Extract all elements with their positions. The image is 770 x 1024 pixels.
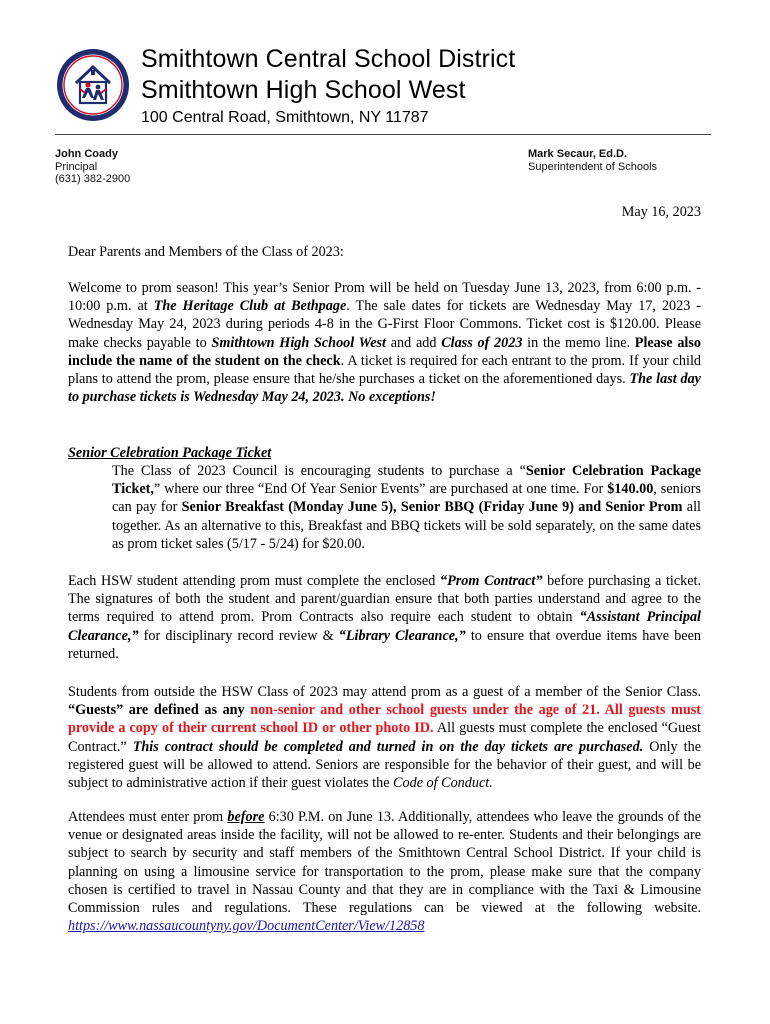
text: . The sale dates for tickets are Wednesday May 17, 2023 - Wednesday May 24, 2023 during periods 4-8 in the G-First Floor Commons. Ticket cost is $120.00. Please make checks payable to (68, 298, 702, 351)
deadline-notice: The last day to purchase tickets is Wednesday May 24, 2023. No exceptions! (68, 371, 701, 406)
principal-phone: (631) 382-2900 (55, 173, 131, 185)
text: Each HSW student attending prom must complete the enclosed (68, 573, 441, 589)
principal-contact (55, 148, 130, 186)
text: Attendees must enter prom (68, 809, 228, 825)
package-price: $140.00 (607, 481, 654, 498)
name-on-check-note: Please also include the name of the student on the check (68, 334, 701, 369)
text: for disciplinary record review & (138, 627, 339, 644)
superintendent-name: Mark Secaur, Ed.D. (528, 148, 628, 160)
school-name: Smithtown High School West (141, 76, 466, 104)
code-of-conduct: Code of Conduct. (393, 775, 493, 792)
letter-date: May 16, 2023 (621, 204, 701, 220)
library-clearance: “Library Clearance,” (338, 627, 466, 644)
regulations-link[interactable]: https://www.nassaucountyny.gov/DocumentCenter/View/12858 (68, 918, 425, 935)
paragraph-entry-rules (68, 808, 701, 935)
superintendent-contact (528, 148, 657, 173)
principal-name: John Coady (55, 148, 118, 160)
guests-definition: “Guests” are defined as any (68, 702, 245, 719)
text: , seniors can pay for (112, 481, 701, 516)
text: to ensure that overdue items have been returned. (68, 627, 701, 662)
before-emphasis: before (227, 809, 265, 825)
text: ” where our three “End Of Year Senior Events” are purchased at one time. For (153, 481, 608, 498)
text: all together. As an alternative to this, Breakfast and BBQ tickets will be sold separately, on the same dates as prom ticket sales (5/17 - 5/24) for $20.00. (112, 499, 701, 552)
school-logo-icon (55, 47, 131, 123)
paragraph-prom-contract (68, 572, 701, 663)
paragraph-prom-details (68, 279, 701, 406)
header-divider (55, 134, 711, 135)
text: The Class of 2023 Council is encouraging students to purchase a “ (112, 463, 526, 479)
assistant-principal-clearance: “Assistant Principal Clearance,” (68, 609, 701, 644)
district-name: Smithtown Central School District (141, 45, 516, 73)
guest-requirements-warning: non-senior and other school guests under the age of 21. All guests must provide a copy of their current school ID or other photo ID. (68, 702, 702, 737)
text: 6:30 P.M. on June 13. Additionally, attendees who leave the grounds of the venue or designated areas inside the facility, will not be allowed to re-enter. Students and their belongings are subject to search by security and staff members of the Smithtown Central School District. If your child is planning on using a limousine service for transportation to the prom, please make sure that the company chosen is certified to travel in Nassau County and that they are in compliance with the Taxi & Limousine Commission rules and regulations. These regulations can be viewed at the following website. (68, 809, 702, 917)
text: and add (386, 334, 442, 351)
text: in the memo line. (522, 334, 635, 351)
memo-line: Class of 2023 (441, 334, 523, 351)
prom-contract: “Prom Contract” (440, 573, 543, 589)
text: . A ticket is required for each entrant to the prom. If your child plans to attend the prom, please ensure that he/she purchases a ticket on the aforementioned days. (68, 352, 701, 388)
text: Welcome to prom season! This year’s Senior Prom will be held on Tuesday June 13, 2023, from 6:00 p.m. - 10:00 p.m. at (68, 280, 701, 315)
section-title: Senior Celebration Package Ticket (68, 445, 272, 461)
package-name: Senior Celebration Package Ticket, (112, 463, 701, 498)
venue-name: The Heritage Club at Bethpage (153, 298, 347, 315)
principal-title: Principal (55, 160, 98, 173)
text: Students from outside the HSW Class of 2023 may attend prom as a guest of a member of the Senior Class. (68, 684, 701, 700)
text: before purchasing a ticket. The signatures of both the student and parent/guardian ensure that both parties understand and agree to the terms required to attend prom. Prom Contracts also require each student to obtain (68, 573, 702, 626)
paragraph-guests (68, 683, 701, 792)
guest-contract-note: This contract should be completed and turned in on the day tickets are purchased. (132, 738, 644, 755)
check-payee: Smithtown High School West (211, 334, 386, 351)
school-address: 100 Central Road, Smithtown, NY 11787 (141, 109, 429, 126)
text: All guests must complete the enclosed “Guest Contract.” (68, 720, 701, 755)
salutation: Dear Parents and Members of the Class of 2023: (68, 244, 344, 260)
text: Only the registered guest will be allowed to attend. Seniors are responsible for the behavior of their guest, and will be subject to administrative action if their guest violates the (68, 738, 701, 792)
paragraph-package-ticket (112, 462, 701, 553)
package-events: Senior Breakfast (Monday June 5), Senior BBQ (Friday June 9) and Senior Prom (181, 499, 683, 516)
superintendent-title: Superintendent of Schools (528, 160, 658, 173)
